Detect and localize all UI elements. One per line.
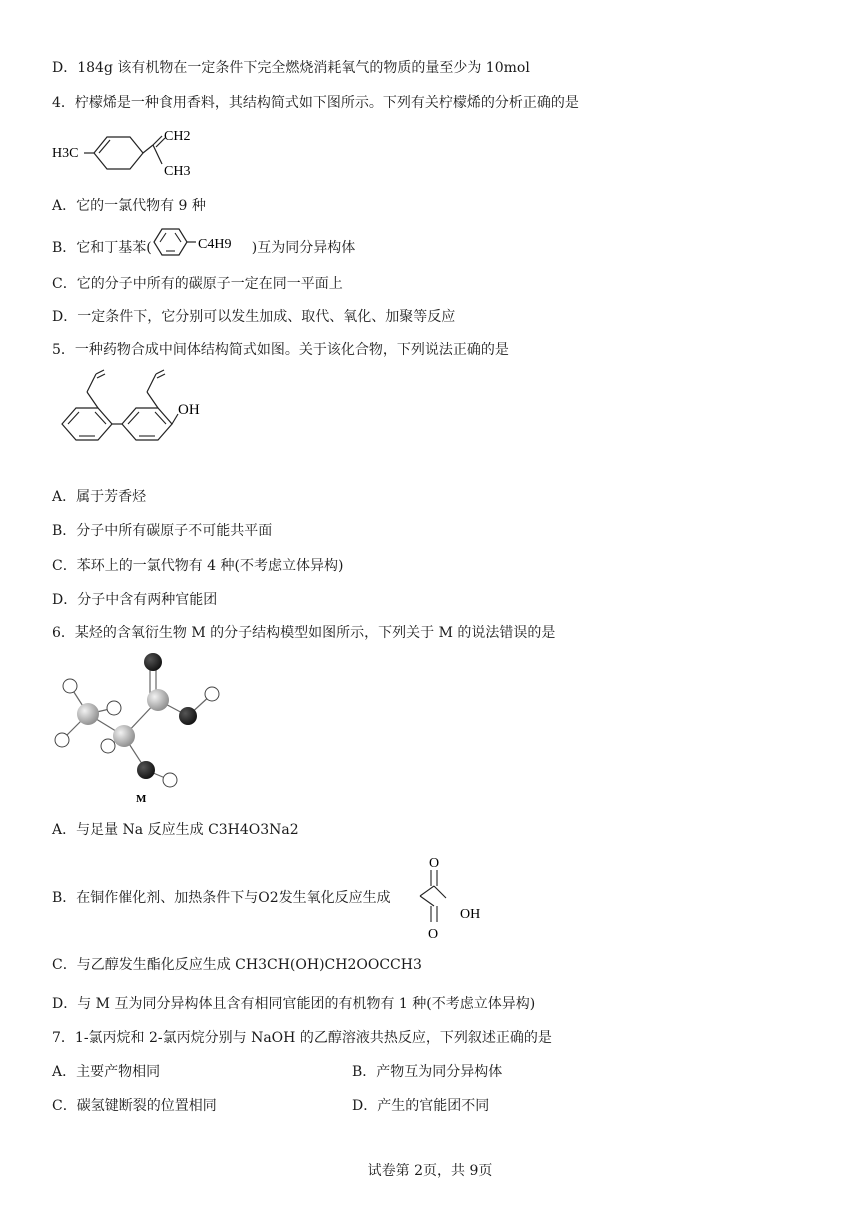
q6-option-a-pre: A．与足量 Na 反应生成 [52,822,204,838]
limonene-bottom-label: CH3 [164,164,191,179]
q6-option-b-o2: O2 [258,890,279,906]
biphenyl-structure [56,368,216,473]
limonene-structure [50,124,200,182]
pyruvic-acid-structure [414,850,504,942]
q3-option-d: D．184g 该有机物在一定条件下完全燃烧消耗氧气的物质的量至少为 10mol [52,60,530,76]
limonene-left-label: H3C [52,146,79,161]
q4-option-b-post: )互为同分异构体 [251,240,356,256]
q4-stem: 4．柠檬烯是一种食用香料，其结构简式如下图所示。下列有关柠檬烯的分析正确的是 [52,95,579,111]
q4-option-b-pre: B．它和丁基苯( [52,240,152,256]
q6-option-a-formula: C3H4O3Na2 [208,822,299,838]
q4-option-b [52,226,355,270]
q6-stem: 6．某烃的含氧衍生物 M 的分子结构模型如图所示，下列关于 M 的说法错误的是 [52,625,556,641]
limonene-top-label: CH2 [164,129,191,144]
q6-option-c-pre: C．与乙醇发生酯化反应生成 [52,957,231,973]
q5-stem: 5．一种药物合成中间体结构简式如图。关于该化合物，下列说法正确的是 [52,342,509,358]
q5-option-d: D．分子中含有两种官能团 [52,592,218,608]
q6-option-b-post: 发生氧化反应生成 [278,890,391,906]
q5-option-c: C．苯环上的一氯代物有 4 种(不考虑立体异构) [52,558,344,574]
q6-option-c [52,955,422,975]
pyruvic-o-top: O [429,856,440,871]
q7-option-d: D．产生的官能团不同 [352,1098,490,1114]
q5-option-b: B．分子中所有碳原子不可能共平面 [52,523,273,539]
q7-option-c: C．碳氢键断裂的位置相同 [52,1098,217,1114]
pyruvic-o-bottom: O [428,927,439,942]
q5-option-a: A．属于芳香烃 [52,489,147,505]
q4-option-c: C．它的分子中所有的碳原子一定在同一平面上 [52,276,343,292]
model-label: M [136,793,147,805]
q6-option-c-formula: CH3CH(OH)CH2OOCCH3 [235,957,422,973]
q6-option-d: D．与 M 互为同分异构体且含有相同官能团的有机物有 1 种(不考虑立体异构) [52,996,536,1012]
butylbenzene-structure [152,226,252,270]
ball-stick-model [50,650,230,810]
q7-option-b: B．产物互为同分异构体 [352,1064,503,1080]
q4-option-d: D．一定条件下，它分别可以发生加成、取代、氧化、加聚等反应 [52,309,456,325]
q7-stem: 7．1-氯丙烷和 2-氯丙烷分别与 NaOH 的乙醇溶液共热反应，下列叙述正确的是 [52,1030,552,1046]
q6-option-b [52,888,391,908]
q6-option-a [52,820,299,840]
butyl-label: C4H9 [197,237,232,252]
hydroxyl-label: OH [178,402,200,418]
page-footer: 试卷第 2页，共 9页 [367,1163,493,1179]
q6-option-b-pre: B．在铜作催化剂、加热条件下与 [52,890,259,906]
q4-option-a: A．它的一氯代物有 9 种 [52,198,206,214]
pyruvic-oh: OH [460,907,481,922]
q7-option-a: A．主要产物相同 [52,1064,161,1080]
